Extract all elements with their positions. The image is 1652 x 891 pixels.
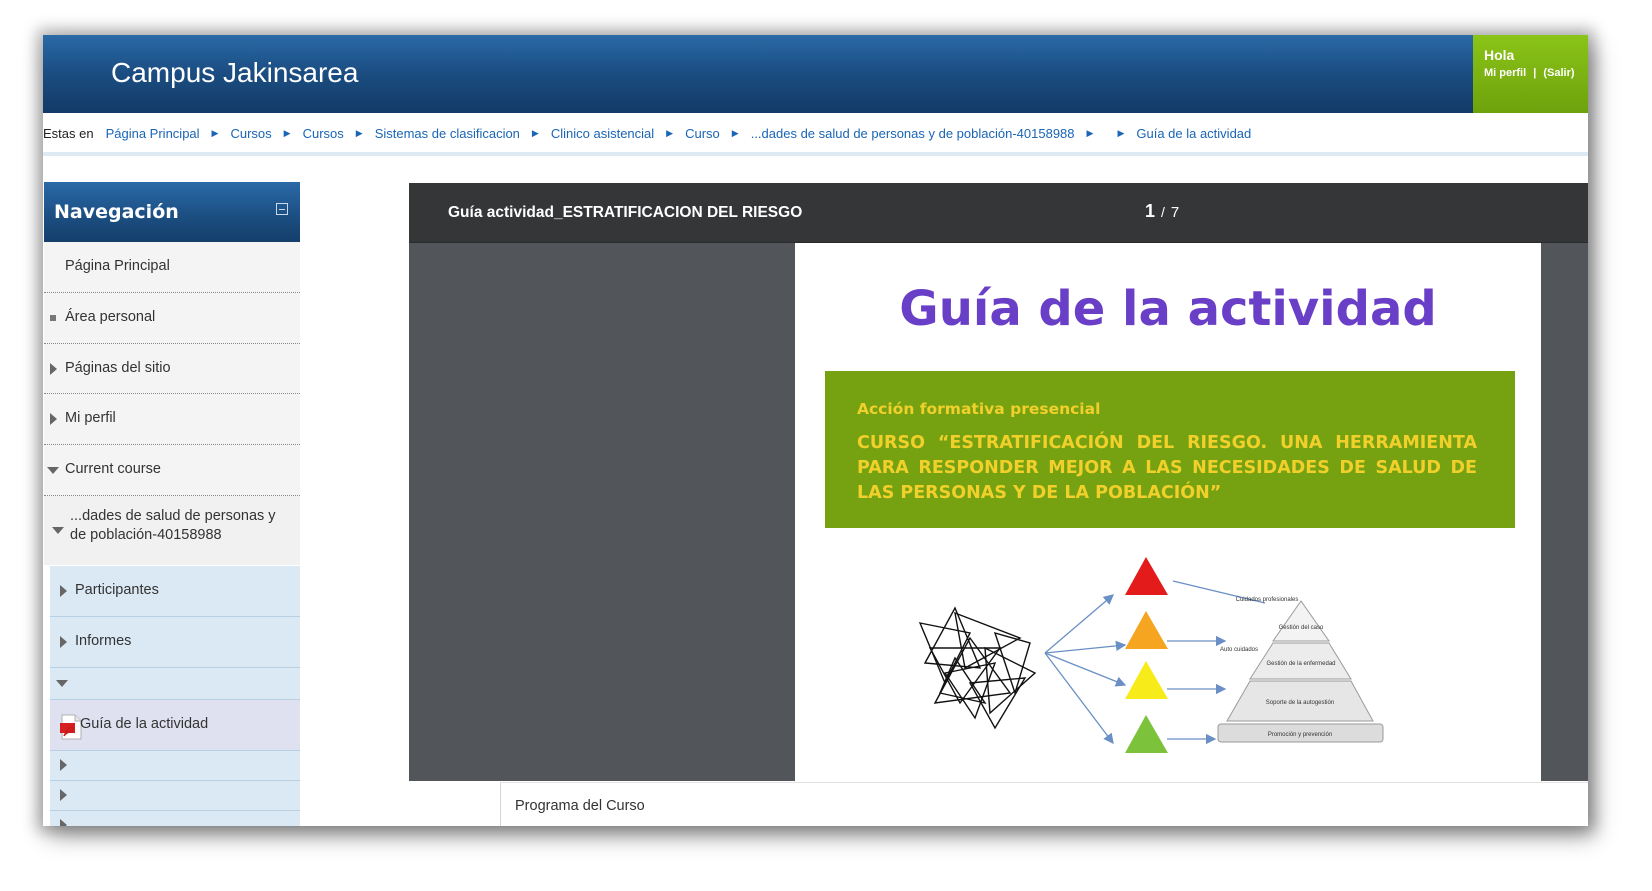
- nav-item-label: Mi perfil: [65, 410, 116, 426]
- nav-item-participantes[interactable]: [50, 566, 300, 617]
- site-header: [43, 35, 1588, 113]
- expand-arrow-icon: [60, 636, 67, 648]
- nav-item-home[interactable]: [44, 242, 300, 293]
- nav-item-label: Participantes: [75, 582, 159, 598]
- yellow-triangle-icon: [1125, 661, 1168, 699]
- breadcrumb-arrow-icon: ▶: [1117, 128, 1125, 138]
- nav-item-label: ...dades de salud de personas y de población-40158988: [70, 508, 276, 543]
- expand-arrow-icon: [60, 819, 67, 826]
- red-triangle-icon: [1125, 557, 1168, 595]
- expand-arrow-icon: [60, 585, 67, 597]
- slide-subheading: Acción formativa presencial: [857, 400, 1101, 418]
- navigation-title: Navegación: [54, 201, 179, 223]
- document-title: Guía actividad_ESTRATIFICACION DEL RIESGO: [448, 204, 803, 221]
- label-auto-cuidados: Auto cuidados: [1219, 647, 1259, 653]
- label-gestion-caso: Gestión del caso: [1278, 625, 1324, 631]
- nav-item-mi-perfil[interactable]: [44, 394, 300, 445]
- user-links: [1484, 67, 1575, 79]
- total-pages: 7: [1170, 204, 1180, 221]
- expand-arrow-icon: [50, 363, 57, 375]
- greeting: Hola: [1484, 47, 1515, 63]
- breadcrumb-item-cursos[interactable]: Cursos: [230, 126, 272, 141]
- breadcrumb-arrow-icon: ▶: [531, 128, 539, 138]
- orange-triangle-icon: [1125, 611, 1168, 649]
- label-promocion: Promoción y prevención: [1267, 732, 1333, 738]
- bullet-icon: [50, 315, 56, 321]
- expand-arrow-icon: [60, 759, 67, 771]
- section-title[interactable]: Programa del Curso: [515, 798, 645, 814]
- pdf-icon: [60, 714, 82, 740]
- nav-item-label: Páginas del sitio: [65, 360, 171, 376]
- breadcrumb-item-clinico[interactable]: Clinico asistencial: [550, 126, 655, 141]
- nav-item-section[interactable]: [50, 668, 300, 700]
- breadcrumb-item-home[interactable]: Página Principal: [105, 126, 200, 141]
- breadcrumb-item-current[interactable]: Guía de la actividad: [1136, 126, 1252, 141]
- browser-page: [43, 35, 1588, 826]
- breadcrumb-arrow-icon: ▶: [666, 128, 674, 138]
- page-separator: /: [1161, 204, 1165, 220]
- nav-item-collapsed-3[interactable]: [50, 811, 300, 826]
- logout-link[interactable]: (Salir): [1543, 67, 1575, 79]
- collapse-arrow-icon: [52, 527, 64, 534]
- nav-item-label: Informes: [75, 633, 132, 649]
- collapse-arrow-icon: [56, 680, 68, 687]
- breadcrumb-item-sistemas[interactable]: Sistemas de clasificacion: [374, 126, 520, 141]
- risk-stratification-diagram: [795, 553, 1541, 781]
- profile-link[interactable]: Mi perfil: [1484, 67, 1527, 79]
- pdf-page: [795, 243, 1541, 781]
- user-box: [1473, 35, 1588, 113]
- label-gestion-enfermedad: Gestión de la enfermedad: [1266, 661, 1336, 667]
- viewer-toolbar: [409, 183, 1588, 243]
- breadcrumb-prefix: Estas en: [43, 126, 94, 141]
- user-links-separator: |: [1533, 67, 1537, 79]
- nav-item-informes[interactable]: [50, 617, 300, 668]
- breadcrumb-item-course-name[interactable]: ...dades de salud de personas y de población-40158988: [750, 126, 1075, 141]
- breadcrumb-arrow-icon: ▶: [283, 128, 291, 138]
- nav-item-guia-actividad[interactable]: [50, 700, 300, 751]
- collapse-arrow-icon: [47, 467, 59, 474]
- expand-arrow-icon: [60, 789, 67, 801]
- tangled-triangles-icon: [920, 608, 1035, 728]
- breadcrumb-arrow-icon: ▶: [211, 128, 219, 138]
- current-page[interactable]: 1: [1145, 201, 1156, 221]
- breadcrumb-item-curso[interactable]: Curso: [685, 126, 720, 141]
- breadcrumb-arrow-icon: ▶: [1086, 128, 1094, 138]
- nav-item-label: Página Principal: [65, 258, 170, 274]
- care-pyramid: [1218, 601, 1383, 742]
- green-triangle-icon: [1125, 715, 1168, 753]
- navigation-block: [44, 182, 300, 826]
- label-soporte: Soporte de la autogestión: [1265, 700, 1335, 706]
- breadcrumb-arrow-icon: ▶: [731, 128, 739, 138]
- nav-item-label: Área personal: [65, 309, 156, 325]
- nav-item-label: Guía de la actividad: [80, 716, 209, 732]
- breadcrumb-item-cursos-2[interactable]: Cursos: [302, 126, 344, 141]
- nav-item-paginas-sitio[interactable]: [44, 344, 300, 394]
- expand-arrow-icon: [50, 413, 57, 425]
- nav-item-label: Current course: [65, 461, 161, 477]
- course-section: [500, 782, 1588, 826]
- breadcrumb: [43, 113, 1588, 151]
- site-title[interactable]: Campus Jakinsarea: [111, 57, 359, 88]
- nav-item-collapsed-2[interactable]: [50, 781, 300, 811]
- nav-item-area-personal[interactable]: [44, 293, 300, 344]
- course-title-box: [825, 371, 1515, 528]
- slide-heading: Guía de la actividad: [899, 281, 1437, 337]
- label-cuidados: Cuidados profesionales: [1235, 597, 1299, 603]
- navigation-header: [44, 182, 300, 242]
- pdf-viewer: [409, 183, 1588, 781]
- nav-item-course[interactable]: [44, 496, 300, 565]
- nav-item-collapsed-1[interactable]: [50, 751, 300, 781]
- breadcrumb-divider: [43, 152, 1588, 156]
- collapse-icon[interactable]: [276, 203, 288, 215]
- course-title-text: CURSO “ESTRATIFICACIÓN DEL RIESGO. UNA HERRAMIENTA PARA RESPONDER MEJOR A LAS NECESIDADES DE SALUD DE LAS PERSONAS Y DE LA POBLACIÓN”: [857, 433, 1477, 503]
- page-indicator: [1145, 201, 1179, 222]
- breadcrumb-arrow-icon: ▶: [355, 128, 363, 138]
- nav-item-current-course[interactable]: [44, 445, 300, 496]
